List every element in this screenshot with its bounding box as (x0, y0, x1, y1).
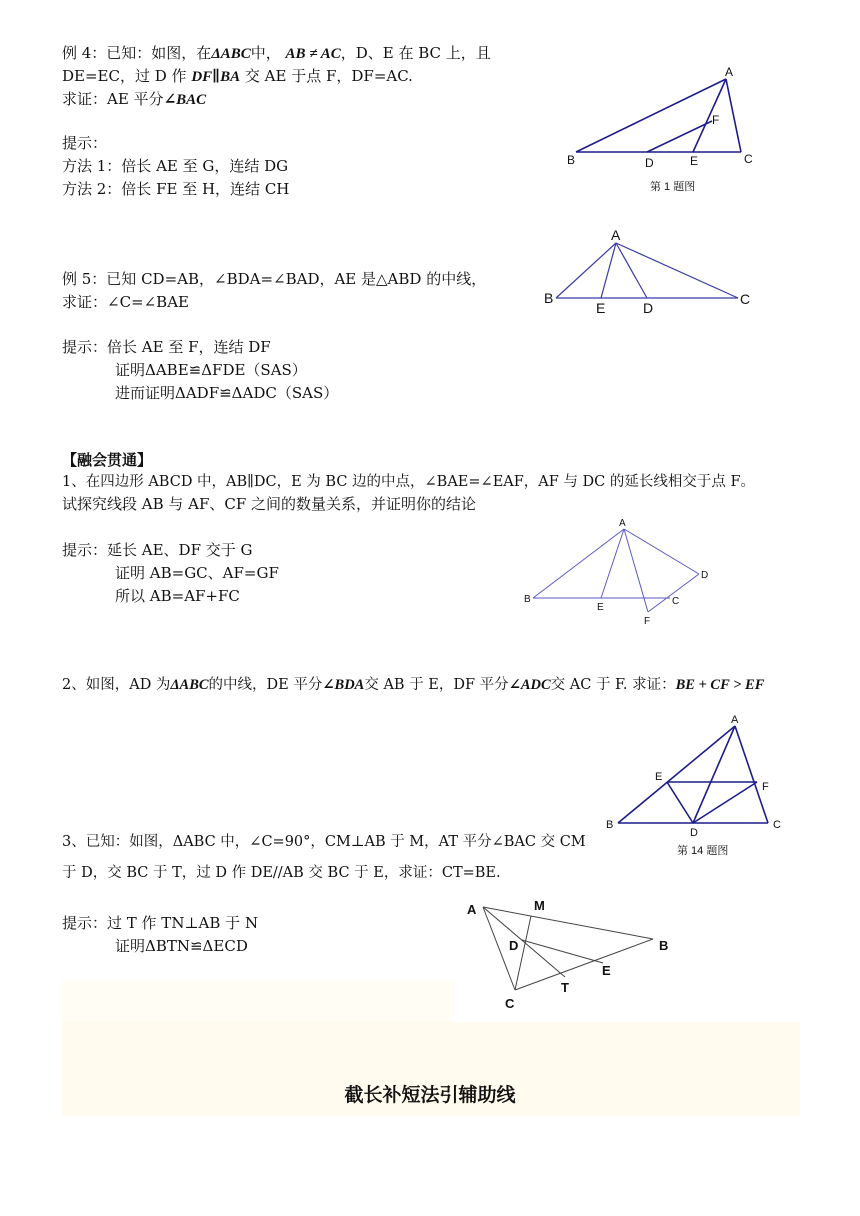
ex4-figure-caption: 第 1 题图 (650, 181, 696, 193)
p2-seg-DF (693, 782, 757, 823)
p3-hint-1: 提示：过 T 作 TN⊥AB 于 N (62, 914, 259, 932)
footer-title: 截长补短法引辅助线 (344, 1084, 516, 1106)
p2-triangle: ΔABC (170, 677, 209, 693)
ex4-label-A: A (725, 65, 734, 79)
p2-a: 2、如图，AD 为 (62, 677, 171, 693)
ex4-seg-BA (576, 79, 726, 152)
ex5-hint-1: 提示：倍长 AE 至 F，连结 DF (62, 338, 271, 356)
ex4-line-2 (62, 65, 413, 88)
ex4-angle: ∠BAC (163, 92, 207, 108)
p3-label-C: C (505, 996, 515, 1011)
ex5-line-2: 求证：∠C=∠BAE (62, 293, 189, 311)
p3-label-T: T (561, 980, 569, 995)
p3-line-2: 于 D，交 BC 于 T，过 D 作 DE//AB 交 BC 于 E，求证：CT=BE. (62, 865, 501, 881)
p2-c: 交 AB 于 E，DF 平分 (364, 677, 509, 693)
ex4-seg-DF (647, 121, 712, 152)
ex5-seg-AB (556, 243, 616, 298)
ex4-label-C: C (744, 152, 753, 166)
p3-line-1: 3、已知：如图，ΔABC 中，∠C=90°，CM⊥AB 于 M，AT 平分∠BAC 交 CM (62, 834, 586, 850)
p3-seg-CB (515, 939, 653, 990)
p2-label-F: F (762, 781, 769, 793)
ex5-label-A: A (611, 227, 621, 243)
p3-label-D: D (509, 938, 519, 953)
background-band-upper (62, 980, 452, 1024)
p3-seg-AC (483, 907, 515, 990)
p2-angle-2: ∠ADC (508, 677, 551, 693)
p1-label-F: F (644, 616, 651, 627)
ex4-l1c: ，D、E 在 BC 上，且 (340, 44, 491, 62)
p1-hint-1: 提示：延长 AE、DF 交于 G (62, 541, 253, 559)
p3-hint-2: 证明ΔBTN≌ΔECD (115, 937, 248, 955)
ex4-line-3 (62, 88, 206, 111)
p2-d: 交 AC 于 F. 求证： (550, 677, 676, 693)
p2-seg-AD (693, 726, 735, 823)
ex4-l1b: 中， (250, 44, 281, 62)
ex4-l1a: 例 4：已知：如图，在 (62, 44, 212, 62)
ex4-parallel: DF∥BA (191, 69, 241, 85)
ex4-seg-AE (693, 79, 726, 152)
p2-label-E: E (655, 771, 663, 783)
p1-seg-AB (533, 529, 624, 598)
ex5-label-B: B (544, 290, 554, 306)
p1-seg-AE (601, 529, 624, 598)
p1-seg-AF (624, 529, 648, 612)
p1-label-C: C (672, 596, 680, 607)
ex4-l2b: 交 AE 于点 F，DF=AC. (244, 67, 413, 85)
ex4-l2a: DE=EC，过 D 作 (62, 67, 187, 85)
ex5-seg-AE (601, 243, 616, 298)
ex4-triangle: ΔABC (211, 46, 251, 62)
p2-label-D: D (690, 827, 698, 839)
p1-line-2: 试探究线段 AB 与 AF、CF 之间的数量关系，并证明你的结论 (62, 495, 477, 513)
p3-label-A: A (467, 902, 477, 917)
ex5-seg-AD (616, 243, 647, 298)
p1-hint-3: 所以 AB=AF+FC (115, 587, 240, 605)
p1-label-A: A (619, 518, 626, 529)
ex4-label-E: E (690, 154, 699, 168)
ex5-line-1: 例 5：已知 CD=AB，∠BDA=∠BAD，AE 是△ABD 的中线， (62, 270, 487, 288)
ex5-hint-3: 进而证明ΔADF≌ΔADC（SAS） (115, 384, 339, 402)
p3-seg-DE (522, 940, 603, 963)
ex4-line-1 (62, 42, 491, 65)
p2-inequality: BE + CF > EF (675, 677, 765, 693)
ex4-neq: AB ≠ AC (285, 46, 341, 62)
ex5-hint-2: 证明ΔABE≌ΔFDE（SAS） (115, 361, 307, 379)
p1-label-D: D (701, 570, 709, 581)
ex5-label-C: C (740, 291, 751, 307)
ex4-label-D: D (645, 156, 654, 170)
p1-seg-AD (624, 529, 699, 574)
ex4-method-2: 方法 2：倍长 FE 至 H，连结 CH (62, 180, 290, 198)
p3-seg-CM (515, 916, 531, 990)
ex5-label-E: E (596, 300, 606, 316)
p3-label-E: E (602, 963, 611, 978)
ex5-label-D: D (643, 300, 654, 316)
ex4-label-B: B (567, 153, 576, 167)
p2-seg-DE (667, 782, 693, 823)
p2-angle-1: ∠BDA (322, 677, 365, 693)
p2-b: 的中线，DE 平分 (208, 677, 323, 693)
p2-label-C: C (773, 819, 781, 831)
p2-line (62, 674, 764, 696)
p3-seg-AB (483, 907, 653, 939)
p2-seg-AC (735, 726, 768, 823)
section-heading: 【融会贯通】 (62, 451, 153, 469)
p2-seg-AB (618, 726, 735, 823)
ex4-label-F: F (712, 113, 720, 127)
p3-seg-AT (483, 907, 565, 977)
ex5-seg-AC (616, 243, 738, 298)
ex4-l3a: 求证：AE 平分 (62, 90, 164, 108)
p1-hint-2: 证明 AB=GC、AF=GF (115, 564, 279, 582)
p1-label-B: B (524, 594, 531, 605)
ex4-hint-head: 提示： (62, 134, 108, 152)
ex4-seg-AC (726, 79, 741, 152)
p2-label-B: B (606, 819, 614, 831)
p3-label-B: B (659, 938, 669, 953)
p1-line-1: 1、在四边形 ABCD 中，AB∥DC，E 为 BC 边的中点，∠BAE=∠EAF，AF 与 DC 的延长线相交于点 F。 (62, 474, 756, 490)
p1-seg-DF (648, 574, 699, 612)
ex4-method-1: 方法 1：倍长 AE 至 G，连结 DG (62, 157, 289, 175)
p2-label-A: A (731, 714, 739, 726)
p3-label-M: M (534, 898, 545, 913)
p2-figure-caption: 第 14 题图 (677, 845, 729, 857)
p1-label-E: E (597, 602, 604, 613)
